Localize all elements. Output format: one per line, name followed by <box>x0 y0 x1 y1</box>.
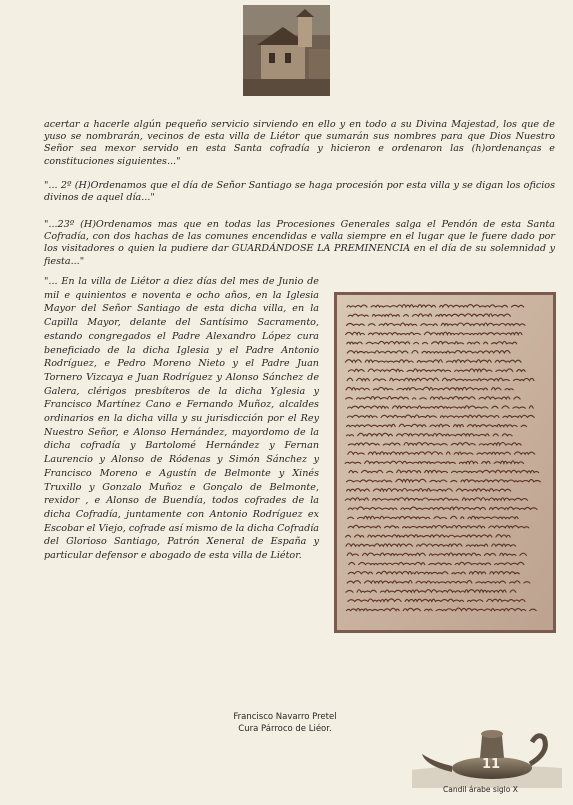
founding-record-text: "... En la villa de Liétor a diez días del mes de Junio de mil e quinientos e noventa e ocho años, en la Iglesia Mayor del Señor Santiago de esta dicha villa, en la Capilla Mayor, delante del Santísimo Sacramento, estando congregados el Padre Alexandro López cura beneficiado de la dicha Iglesia y el Padre Antonio Rodríguez, e Pedro Moreno Nieto y el Padre Juan Tornero Vizcaya e Juan Rodríguez y Alonso Sánchez de Galera, clérigos presbíteros de la dicha Yglesia y Francisco Martínez Cano e Fernando Muñoz, alcaldes ordinarios en la dicha villa y su jurisdicción por el Rey Nuestro Señor, e Alonso Hernández, mayordomo de la dicha cofradía y Bartolomé Hernández y Fernan Laurencio y Alonso de Ródenas y Simón Sánchez y Francisco Moreno e Agustín de Belmonte y Xinés Truxillo y Gonzalo Muñoz e Gonçalo de Belmonte, rexidor , e Alonso de Buendía, todos cofrades de la dicha Cofradía, juntamente con Antonio Rodríguez ex Escobar el Viejo, cofrade así mismo de la dicha Cofradía del Glorioso Santiago, Patrón Xeneral de España y particular defensor e abogado de esta villa de Liétor. <box>44 276 319 562</box>
signature-block <box>180 712 390 735</box>
ordinance-23-text: "...23º (H)Ordenamos mas que en todas las Procesiones Generales salga el Pendón de esta Santa Cofradía, con dos hachas de las comunes encendidas e valla siempre en el lugar que le fuere dado por los visitadores o quien la pudiere dar GUARDÁNDOSE LA PREMINENCIA en el día de su solemnidad y fiesta..." <box>44 219 555 267</box>
ordinance-intro-text: acertar a hacerle algún pequeño servicio sirviendo en ello y en todo a su Divina Majestad, los que de yuso se nombrarán, vecinos de esta villa de Liétor que sumarán sus nombres para que Dios Nuestro Señor sea mexor servido en esta Santa cofradía y hicieron e ordenaron las (h)ordenanças e constituciones siguientes..." <box>44 119 555 167</box>
author-name: Francisco Navarro Pretel <box>233 712 337 722</box>
lamp-caption: Candil árabe siglo X <box>443 785 518 794</box>
page-number: 11 <box>481 757 501 772</box>
ordinance-2-text: "... 2º (H)Ordenamos que el día de Señor Santiago se haga procesión por esta villa y se digan los oficios divinos de aquel día..." <box>44 180 555 204</box>
church-photo <box>243 5 330 96</box>
manuscript-image <box>334 292 556 633</box>
author-role: Cura Párroco de Liéor. <box>238 723 332 734</box>
oil-lamp-illustration <box>412 718 562 788</box>
